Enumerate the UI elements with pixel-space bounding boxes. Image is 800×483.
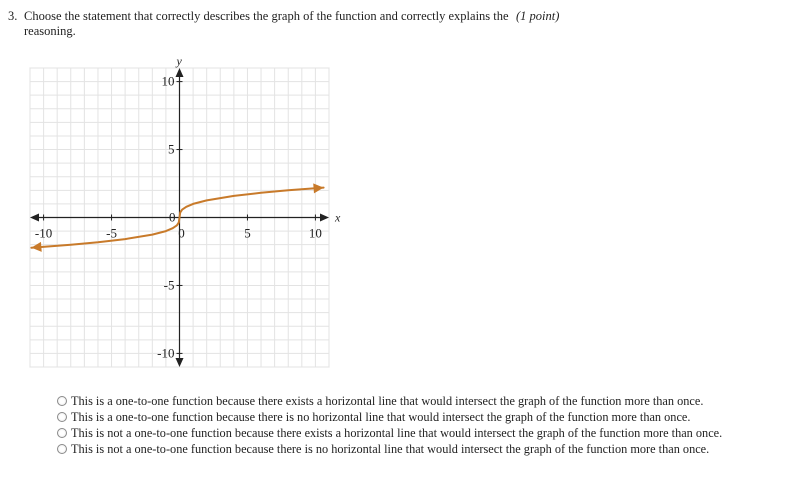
answer-options bbox=[57, 393, 722, 457]
answer-option-label: This is not a one-to-one function because there exists a horizontal line that would intersect the graph of the function more than once. bbox=[71, 426, 723, 440]
question-points: (1 point) bbox=[516, 9, 560, 23]
x-tick-label: 0 bbox=[178, 225, 185, 241]
y-axis-arrow-up bbox=[176, 68, 184, 77]
answer-option-2[interactable] bbox=[57, 409, 722, 425]
x-axis-arrow-right bbox=[320, 214, 329, 222]
answer-option-4[interactable] bbox=[57, 441, 722, 457]
question-text: Choose the statement that correctly describes the graph of the function and correctly explains the reasoning. bbox=[24, 9, 509, 38]
question-number: 3. bbox=[8, 9, 18, 23]
curve-arrow-right bbox=[313, 183, 323, 193]
x-tick-label: -5 bbox=[106, 225, 117, 241]
radio-button[interactable] bbox=[57, 412, 67, 422]
answer-option-3[interactable] bbox=[57, 425, 722, 441]
radio-button[interactable] bbox=[57, 396, 67, 406]
y-axis-label: y bbox=[176, 54, 182, 68]
answer-option-label: This is a one-to-one function because there exists a horizontal line that would intersect the graph of the function more than once. bbox=[71, 394, 704, 408]
y-axis-arrow-down bbox=[176, 358, 184, 367]
x-tick-label: -10 bbox=[34, 225, 53, 241]
y-tick-label: -5 bbox=[163, 277, 175, 293]
answer-option-label: This is a one-to-one function because there is no horizontal line that would intersect the graph of the function more than once. bbox=[71, 410, 691, 424]
curve-arrow-left bbox=[31, 242, 41, 252]
x-axis-label: x bbox=[335, 210, 341, 225]
y-tick-label: 0 bbox=[169, 209, 176, 225]
radio-button[interactable] bbox=[57, 428, 67, 438]
x-tick-label: 5 bbox=[244, 225, 251, 241]
y-tick-label: -10 bbox=[157, 345, 175, 361]
x-axis-arrow-left bbox=[30, 214, 39, 222]
tick-labels bbox=[35, 54, 341, 360]
y-tick-label: 5 bbox=[168, 141, 175, 157]
y-tick-label: 10 bbox=[161, 73, 175, 89]
x-tick-label: 10 bbox=[308, 225, 322, 241]
answer-option-1[interactable] bbox=[57, 393, 722, 409]
radio-button[interactable] bbox=[57, 444, 67, 454]
answer-option-label: This is not a one-to-one function because there is no horizontal line that would intersect the graph of the function more than once. bbox=[71, 442, 710, 456]
